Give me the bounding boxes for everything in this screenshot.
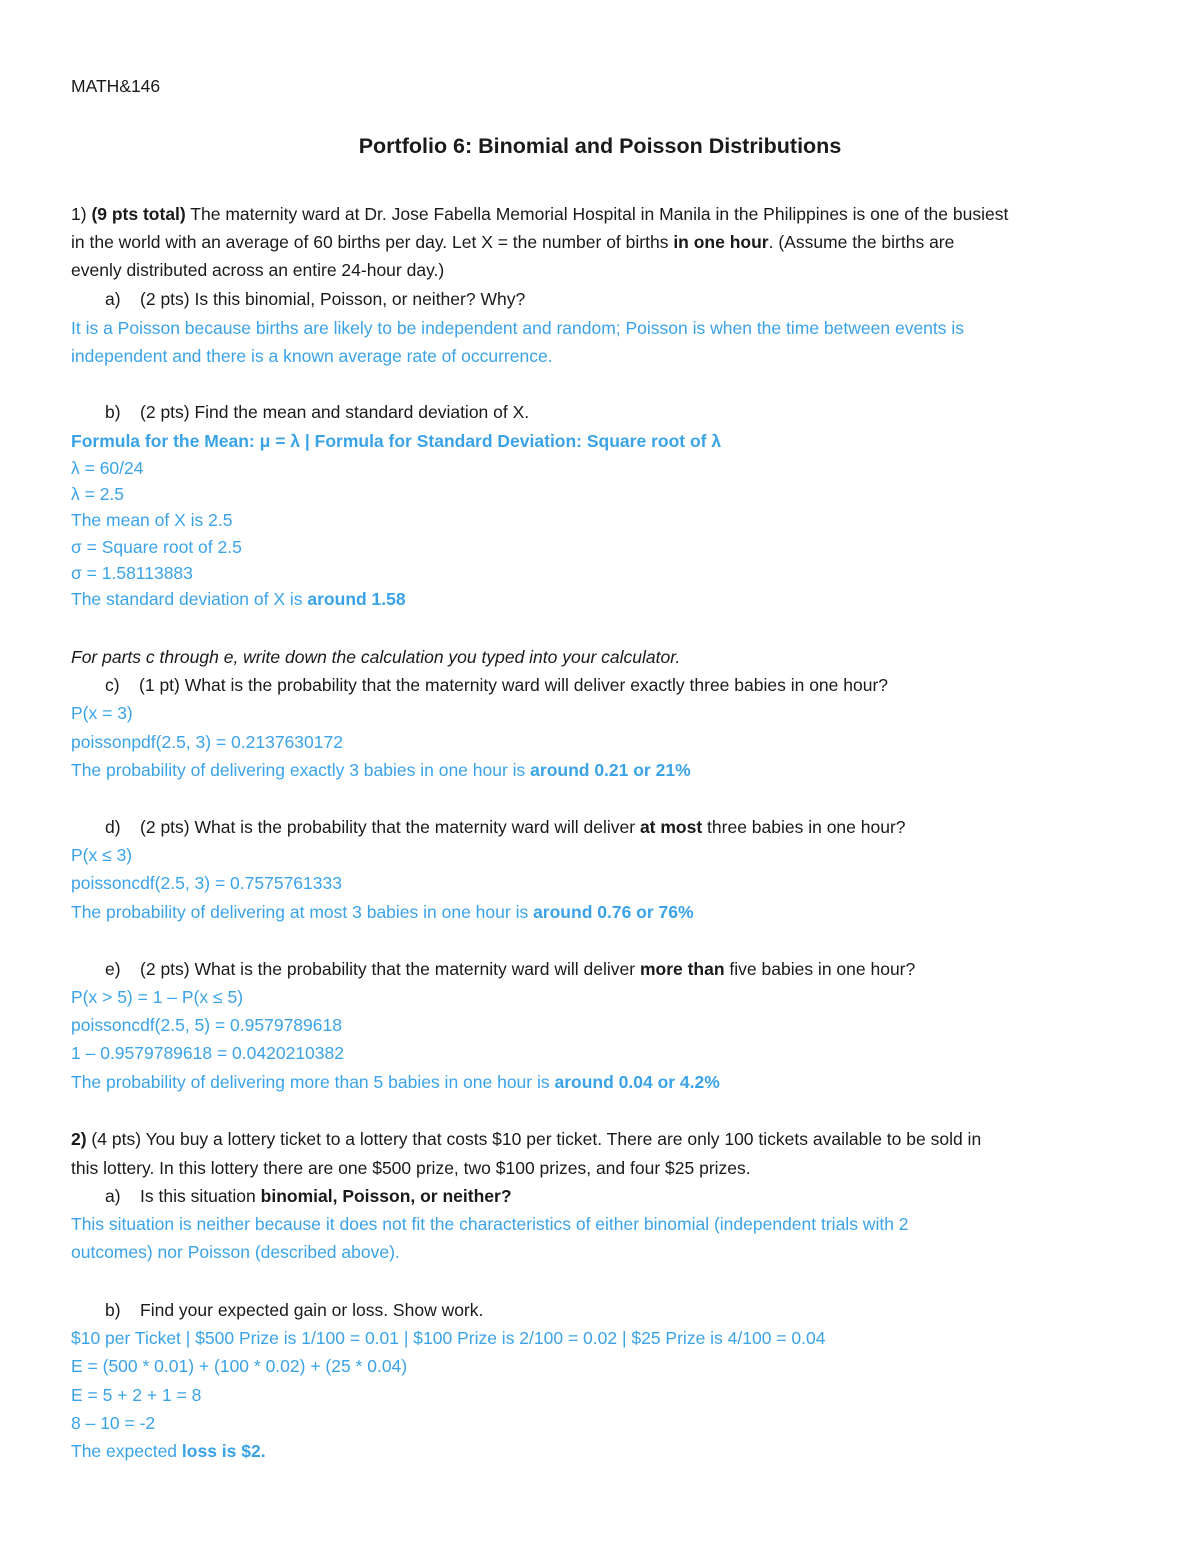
q2b-question [105, 1296, 483, 1324]
q2-stem-line2: this lottery. In this lottery there are one $500 prize, two $100 prizes, and four $25 prizes. [71, 1158, 751, 1178]
q1-points: (9 pts total) [91, 204, 186, 224]
q1b-line4: σ = Square root of 2.5 [71, 537, 242, 557]
q1a-question [105, 285, 525, 313]
q1e-emphasis: more than [639, 959, 725, 979]
q1d-question [105, 813, 906, 841]
q1c-line2: poissonpdf(2.5, 3) = 0.2137630172 [71, 732, 343, 752]
q1-stem-line2 [71, 228, 954, 256]
q2b-text: Find your expected gain or loss. Show work. [140, 1300, 484, 1320]
q1b-label: b) [105, 402, 121, 422]
instruction-note-text: For parts c through e, write down the calculation you typed into your calculator. [71, 647, 681, 667]
q2a-text: Is this situation [140, 1186, 261, 1206]
q2a-answer-line2: outcomes) nor Poisson (described above). [71, 1242, 400, 1262]
q1a-answer-line1: It is a Poisson because births are likely to be independent and random; Poisson is when the time between events is [71, 318, 965, 338]
q2b-line4: 8 – 10 = -2 [71, 1413, 156, 1433]
q2b-label: b) [105, 1300, 121, 1320]
q1d-line1: P(x ≤ 3) [71, 845, 133, 865]
q1-stem-text: . (Assume the births are [768, 232, 955, 252]
q1b-line3: The mean of X is 2.5 [71, 510, 233, 530]
q2-stem-line1 [71, 1125, 981, 1153]
q1d-line3-emphasis: around 0.76 or 76% [533, 902, 694, 922]
q2a-question [105, 1182, 512, 1210]
q1c-question [105, 671, 888, 699]
q1b-formula [71, 427, 721, 455]
q1a-text: (2 pts) Is this binomial, Poisson, or neither? Why? [140, 289, 526, 309]
q2a-emphasis: binomial, Poisson, or neither? [260, 1186, 512, 1206]
q1d-line3-text: The probability of delivering at most 3 babies in one hour is [71, 902, 534, 922]
q1b-line6-text: The standard deviation of X is [71, 589, 308, 609]
q1e-line4 [71, 1068, 720, 1096]
q1e-text: (2 pts) What is the probability that the maternity ward will deliver [140, 959, 640, 979]
q1c-line3-text: The probability of delivering exactly 3 babies in one hour is [71, 760, 531, 780]
q1b-formula-text: Formula for the Mean: μ = λ | Formula for Standard Deviation: Square root of λ [71, 431, 722, 451]
q1e-label: e) [105, 959, 121, 979]
q1d-text: (2 pts) What is the probability that the maternity ward will deliver [140, 817, 640, 837]
q1d-line2: poissoncdf(2.5, 3) = 0.7575761333 [71, 873, 342, 893]
q2b-line2: E = (500 * 0.01) + (100 * 0.02) + (25 * 0.04) [71, 1356, 408, 1376]
course-code: MATH&146 [71, 76, 161, 96]
q2b-line5-text: The expected [71, 1441, 182, 1461]
q2b-line5-emphasis: loss is $2. [181, 1441, 266, 1461]
q1-number: 1) [71, 204, 87, 224]
q1-stem-text: in the world with an average of 60 births per day. Let X = the number of births [71, 232, 674, 252]
q2b-line5 [71, 1437, 266, 1465]
q1b-text: (2 pts) Find the mean and standard deviation of X. [140, 402, 530, 422]
q1e-line4-text: The probability of delivering more than 5 babies in one hour is [71, 1072, 555, 1092]
q1e-line1: P(x > 5) = 1 – P(x ≤ 5) [71, 987, 244, 1007]
q1c-line1: P(x = 3) [71, 703, 133, 723]
q2a-answer-line1: This situation is neither because it does not fit the characteristics of either binomial (independent trials with 2 [71, 1214, 909, 1234]
q1d-emphasis: at most [639, 817, 703, 837]
q1c-line3 [71, 756, 691, 784]
q2-number: 2) [71, 1129, 87, 1149]
q1b-line2: λ = 2.5 [71, 484, 125, 504]
q2a-label: a) [105, 1186, 121, 1206]
q1d-line3 [71, 898, 694, 926]
q1e-line3: 1 – 0.9579789618 = 0.0420210382 [71, 1043, 344, 1063]
page-title: Portfolio 6: Binomial and Poisson Distributions [358, 134, 842, 158]
q1c-label: c) [105, 675, 120, 695]
q1d-label: d) [105, 817, 121, 837]
q1c-text: (1 pt) What is the probability that the maternity ward will deliver exactly three babies in one hour? [139, 675, 889, 695]
q1-stem-text: The maternity ward at Dr. Jose Fabella Memorial Hospital in Manila in the Philippines is one of the busiest [185, 204, 1009, 224]
q1e-text: five babies in one hour? [724, 959, 916, 979]
q1e-question [105, 955, 915, 983]
q1c-line3-emphasis: around 0.21 or 21% [530, 760, 691, 780]
q2b-line1: $10 per Ticket | $500 Prize is 1/100 = 0.01 | $100 Prize is 2/100 = 0.02 | $25 Prize is 4/100 = 0.04 [71, 1328, 826, 1348]
q1b-question [105, 398, 529, 426]
q1a-answer-line2: independent and there is a known average rate of occurrence. [71, 346, 553, 366]
q1-stem-line3: evenly distributed across an entire 24-hour day.) [71, 260, 445, 280]
q1-stem-line1 [71, 200, 1008, 228]
q2b-line3: E = 5 + 2 + 1 = 8 [71, 1385, 202, 1405]
q1b-line5: σ = 1.58113883 [71, 563, 193, 583]
q1e-line2: poissoncdf(2.5, 5) = 0.9579789618 [71, 1015, 342, 1035]
q1a-label: a) [105, 289, 121, 309]
q1b-line6 [71, 585, 406, 613]
q1e-line4-emphasis: around 0.04 or 4.2% [554, 1072, 720, 1092]
q1b-line6-emphasis: around 1.58 [307, 589, 406, 609]
q1b-line1: λ = 60/24 [71, 458, 144, 478]
instruction-note [71, 643, 680, 671]
q1-emphasis: in one hour [673, 232, 769, 252]
q1d-text: three babies in one hour? [702, 817, 906, 837]
q2-stem-text: (4 pts) You buy a lottery ticket to a lottery that costs $10 per ticket. There are only 100 tickets available to be sold in [86, 1129, 982, 1149]
